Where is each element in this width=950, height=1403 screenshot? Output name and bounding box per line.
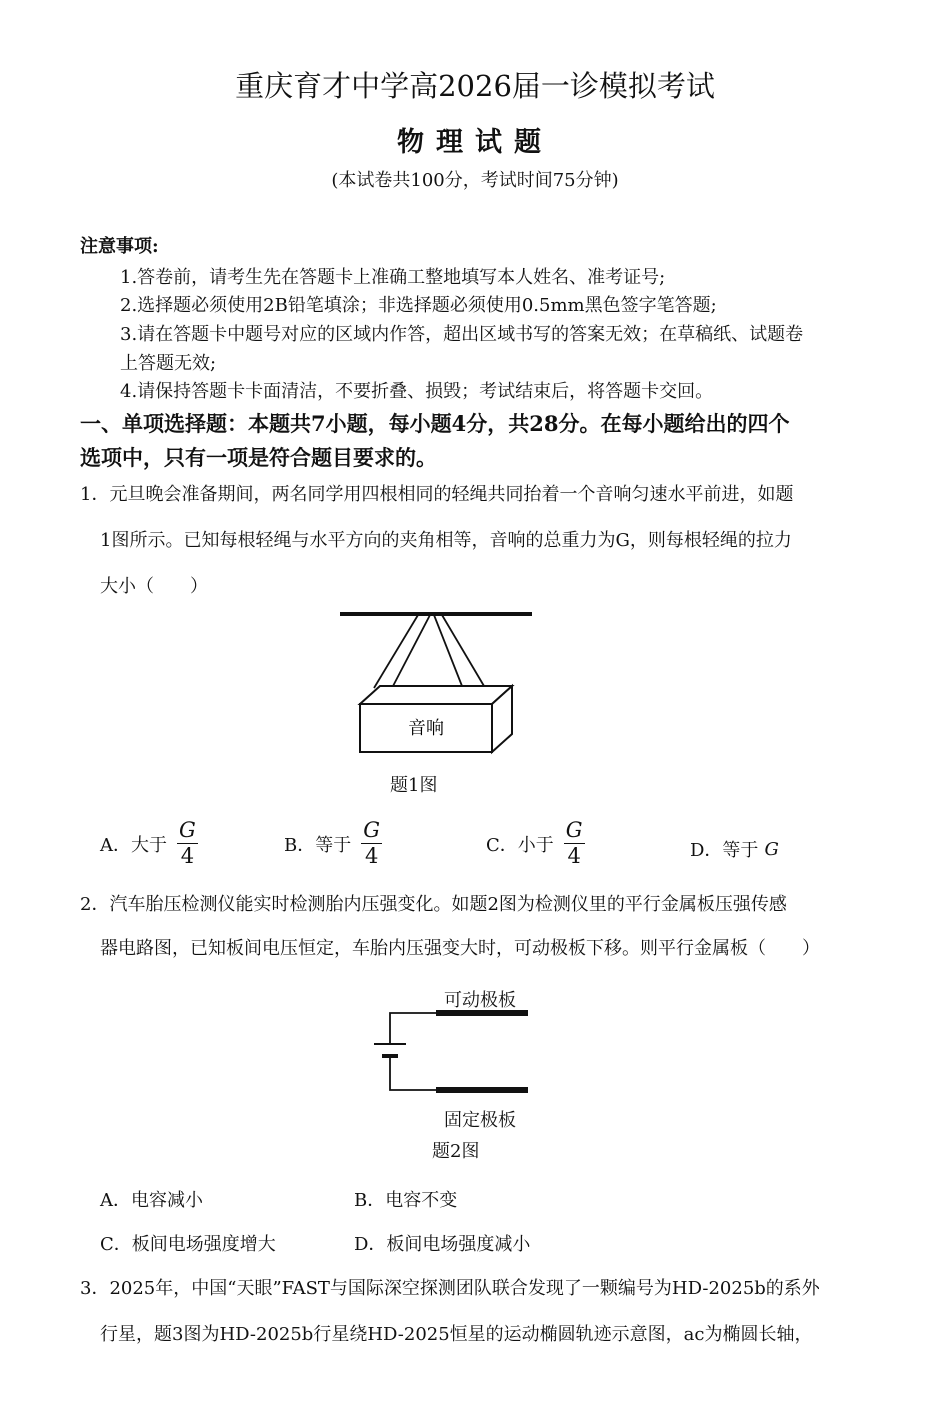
- question-1-line: 大小（ ）: [100, 576, 208, 597]
- fraction-numerator: G: [565, 818, 583, 842]
- question-2-line: 2．汽车胎压检测仪能实时检测胎内压强变化。如题2图为检测仪里的平行金属板压强传感: [80, 894, 787, 915]
- option-c-label: C．小于: [486, 834, 554, 856]
- fraction-numerator: G: [363, 818, 381, 842]
- speaker-label: 音响: [408, 718, 444, 739]
- fraction: [564, 820, 585, 867]
- wire-bottom: [390, 1056, 436, 1090]
- section-heading: 一、单项选择题：本题共7小题，每小题4分，共28分。在每小题给出的四个: [80, 411, 790, 436]
- option-d[interactable]: D．板间电场强度减小: [354, 1234, 531, 1255]
- question-1-line: 1图所示。已知每根轻绳与水平方向的夹角相等，音响的总重力为G，则每根轻绳的拉力: [100, 530, 792, 551]
- section-heading: 选项中，只有一项是符合题目要求的。: [80, 445, 437, 470]
- option-c[interactable]: [486, 820, 585, 867]
- subject-title: 物理试题: [397, 127, 553, 158]
- fraction-denominator: 4: [180, 844, 195, 868]
- fraction-numerator: G: [179, 818, 196, 842]
- notice-item: 4.请保持答题卡卡面清洁，不要折叠、损毁；考试结束后，将答题卡交回。: [120, 381, 714, 402]
- question-1-line: 1．元旦晚会准备期间，两名同学用四根相同的轻绳共同抬着一个音响匀速水平前进，如题: [80, 484, 794, 505]
- option-d-variable: G: [764, 838, 779, 860]
- fraction-denominator: 4: [567, 844, 581, 868]
- label-fixed-plate: 固定极板: [444, 1110, 516, 1131]
- option-a[interactable]: [100, 820, 198, 867]
- figure-2-caption: 题2图: [432, 1141, 480, 1162]
- question-3-line: 行星，题3图为HD-2025b行星绕HD-2025恒星的运动椭圆轨迹示意图，ac为椭圆长轴，: [100, 1324, 813, 1345]
- option-d[interactable]: [690, 836, 779, 862]
- exam-note: (本试卷共100分，考试时间75分钟): [331, 170, 619, 191]
- speaker-top-face: [360, 686, 512, 704]
- question-3-line: 3．2025年，中国“天眼”FAST与国际深空探测团队联合发现了一颗编号为HD-2025b的系外: [80, 1278, 820, 1299]
- fraction-denominator: 4: [364, 844, 379, 868]
- fraction: [361, 820, 382, 867]
- figure-1-diagram: [330, 600, 540, 760]
- figure-1-caption: 题1图: [390, 775, 438, 796]
- notice-item: 1.答卷前，请考生先在答题卡上准确工整地填写本人姓名、准考证号;: [120, 267, 666, 288]
- option-d-label: D．等于: [690, 840, 759, 861]
- notice-item: 上答题无效;: [120, 353, 217, 374]
- option-a-label: A．大于: [100, 834, 167, 856]
- notice-item: 2.选择题必须使用2B铅笔填涂；非选择题必须使用0.5mm黑色签字笔答题;: [120, 295, 717, 316]
- option-b-label: B．等于: [284, 834, 352, 856]
- label-movable-plate: 可动极板: [444, 990, 516, 1011]
- figure-2-circuit: [360, 1006, 540, 1096]
- option-c[interactable]: C．板间电场强度增大: [100, 1234, 276, 1255]
- option-b[interactable]: [284, 820, 382, 867]
- option-b[interactable]: B．电容不变: [354, 1190, 458, 1211]
- wire-top: [390, 1013, 436, 1044]
- question-2-line: 器电路图，已知板间电压恒定，车胎内压强变大时，可动极板下移。则平行金属板（ ）: [100, 938, 820, 959]
- notice-heading: 注意事项:: [80, 236, 159, 257]
- fraction: [177, 820, 198, 867]
- option-a[interactable]: A．电容减小: [100, 1190, 203, 1211]
- exam-title: 重庆育才中学高2026届一诊模拟考试: [235, 69, 715, 103]
- notice-item: 3.请在答题卡中题号对应的区域内作答，超出区域书写的答案无效；在草稿纸、试题卷: [120, 324, 804, 345]
